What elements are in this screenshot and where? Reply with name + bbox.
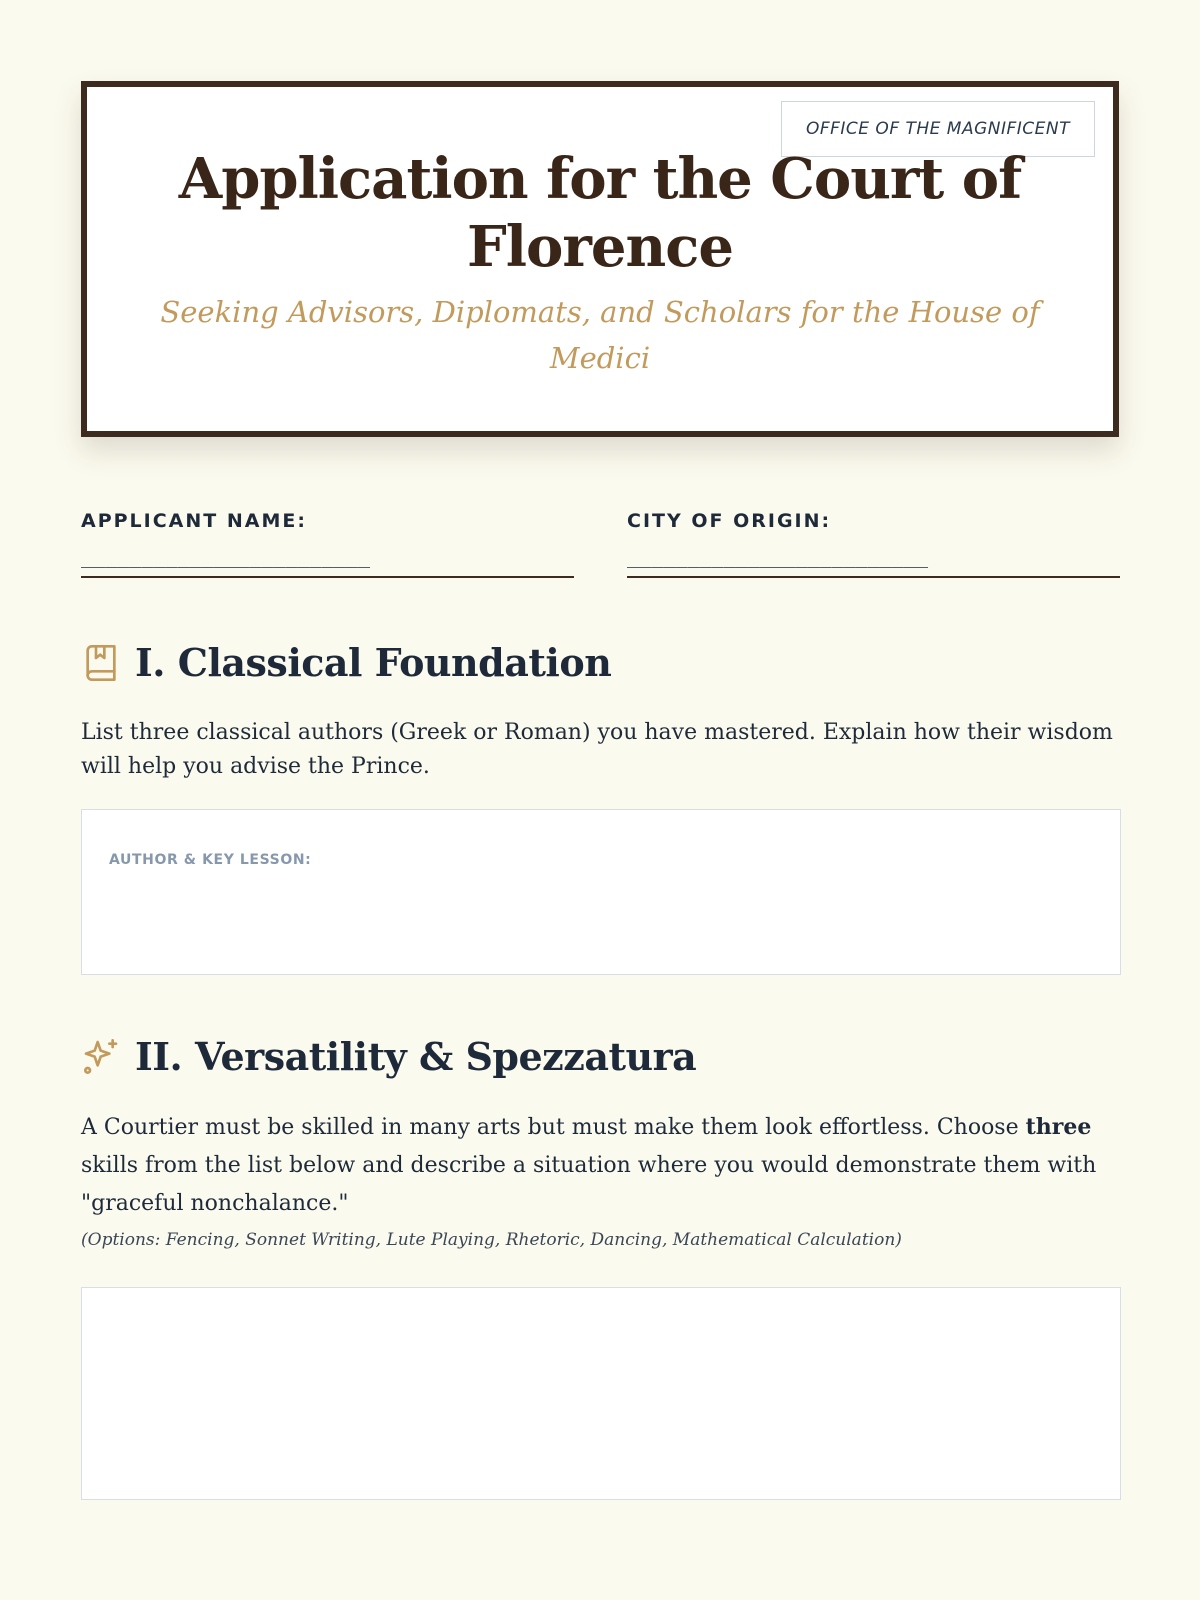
page-subtitle: Seeking Advisors, Diplomats, and Scholars for the House of Medici: [160, 295, 1040, 375]
applicant-name-field[interactable]: [81, 510, 574, 578]
page-title: Application for the Court of Florence: [178, 146, 1022, 280]
city-of-origin-field[interactable]: [627, 510, 1120, 578]
section-heading-classical-foundation: [81, 640, 611, 685]
prompt-text-after: skills from the list below and describe a situation where you would demonstrate them with "graceful nonchalance.": [81, 1153, 1097, 1216]
city-of-origin-label: CITY OF ORIGIN:: [627, 510, 832, 532]
section-title: II. Versatility & Spezzatura: [135, 1034, 697, 1079]
prompt-text-before: A Courtier must be skilled in many arts but must make them look effortless. Choose: [81, 1115, 1026, 1140]
prompt-emphasis: three: [1025, 1114, 1092, 1140]
header-card: [81, 81, 1119, 437]
book-icon: [81, 643, 121, 683]
section-heading-versatility: [81, 1034, 696, 1079]
sparkles-icon: [81, 1037, 121, 1077]
section-title: I. Classical Foundation: [135, 640, 612, 685]
applicant-name-label: APPLICANT NAME:: [81, 510, 307, 532]
city-of-origin-input[interactable]: _________________________: [627, 544, 1120, 578]
skill-options: (Options: Fencing, Sonnet Writing, Lute Playing, Rhetoric, Dancing, Mathematical Calculation): [81, 1230, 902, 1250]
answer-box-classical[interactable]: [81, 809, 1121, 975]
section-prompt: [81, 1108, 1121, 1223]
section-prompt: List three classical authors (Greek or Roman) you have mastered. Explain how their wisdom will help you advise the Prince.: [81, 720, 1113, 779]
answer-box-label: AUTHOR & KEY LESSON:: [109, 852, 312, 868]
office-stamp: OFFICE OF THE MAGNIFICENT: [781, 101, 1095, 157]
answer-box-versatility[interactable]: [81, 1287, 1121, 1500]
applicant-name-input[interactable]: ________________________: [81, 544, 574, 578]
